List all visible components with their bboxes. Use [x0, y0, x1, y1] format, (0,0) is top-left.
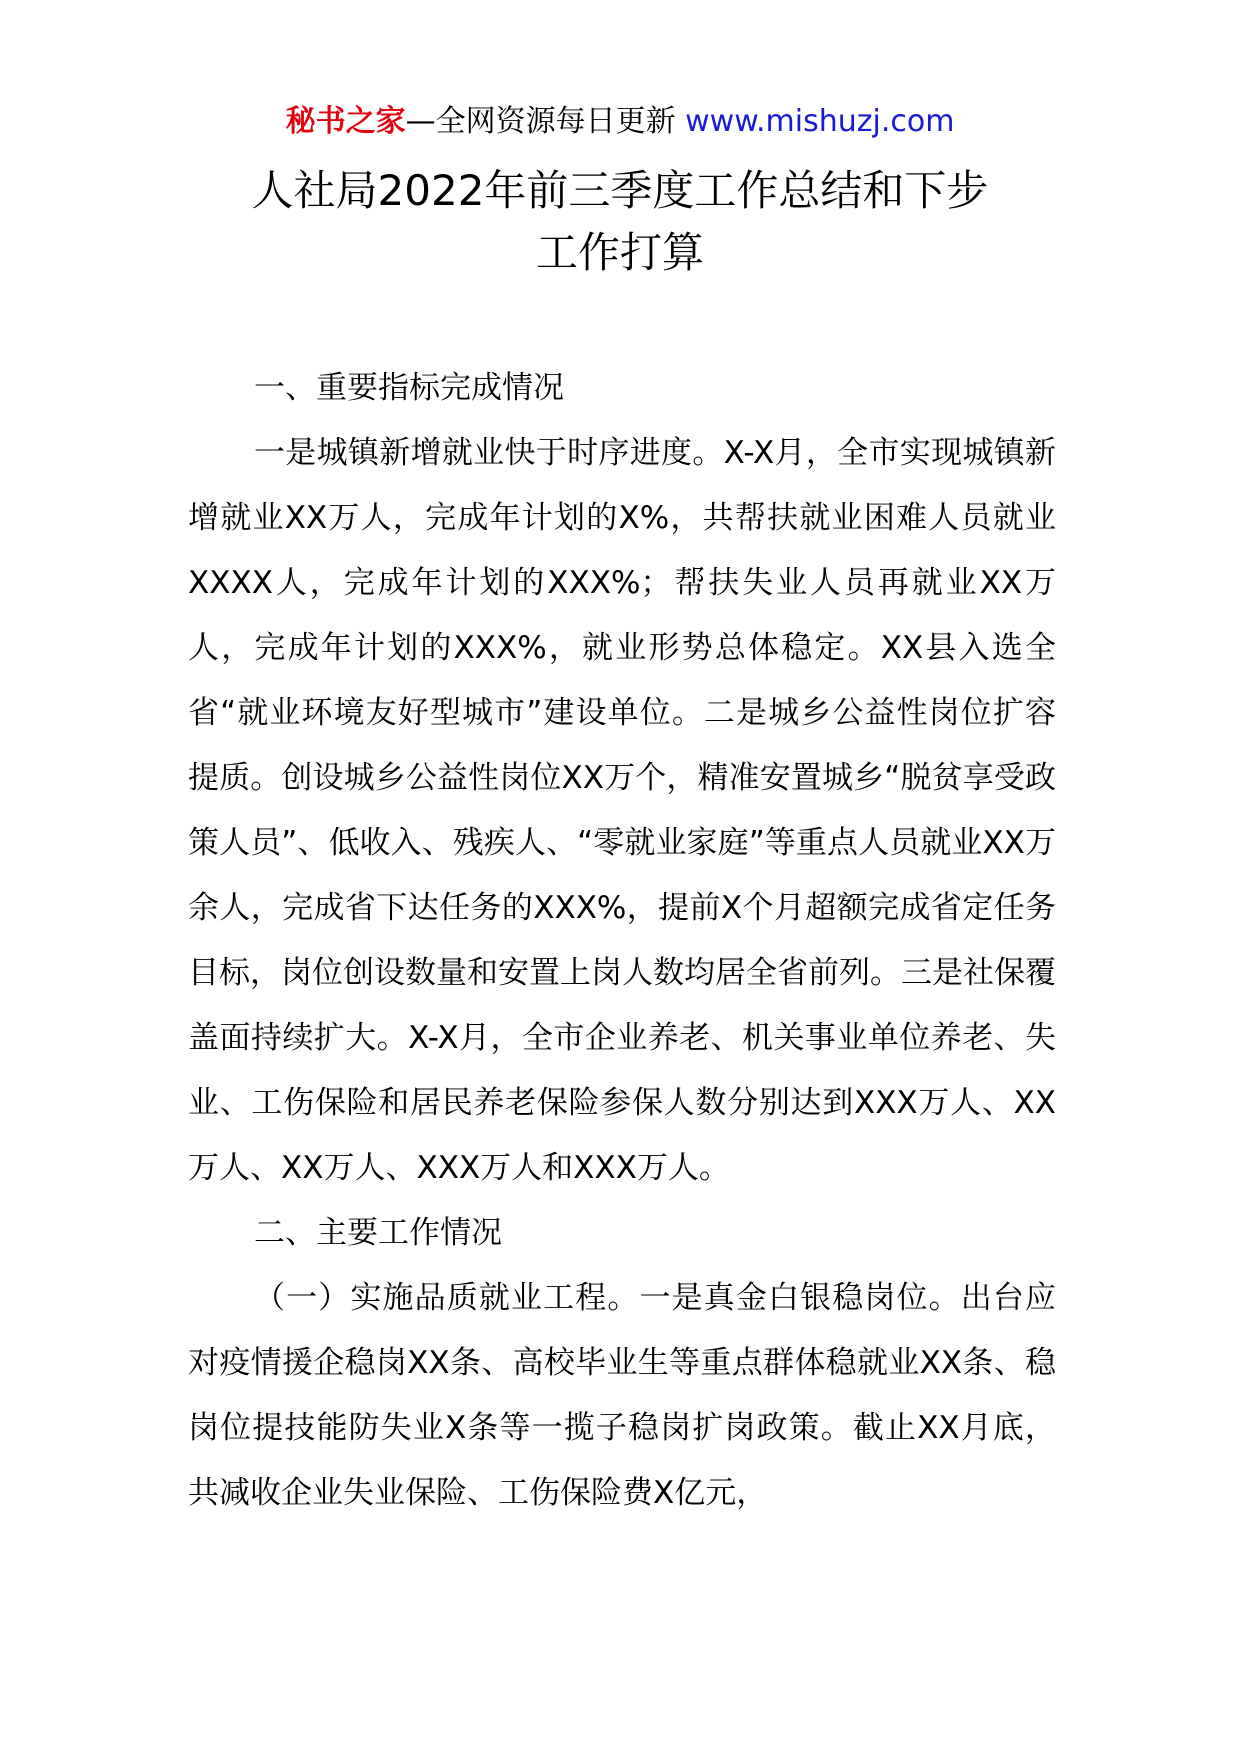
header-tagline: —全网资源每日更新: [405, 104, 676, 139]
section-1-paragraph: 一是城镇新增就业快于时序进度。X-X月，全市实现城镇新增就业XX万人，完成年计划的X%，共帮扶就业困难人员就业XXXX人，完成年计划的XXX%；帮扶失业人员再就业XX万人，完成年计划的XXX%，就业形势总体稳定。XX县入选全省“就业环境友好型城市”建设单位。二是城乡公益性岗位扩容提质。创设城乡公益性岗位XX万个，精准安置城乡“脱贫享受政策人员”、低收入、残疾人、“零就业家庭”等重点人员就业XX万余人，完成省下达任务的XXX%，提前X个月超额完成省定任务目标，岗位创设数量和安置上岗人数均居全省前列。三是社保覆盖面持续扩大。X-X月，全市企业养老、机关事业单位养老、失业、工伤保险和居民养老保险参保人数分别达到XXX万人、XX万人、XX万人、XXX万人和XXX万人。: [188, 435, 1056, 1186]
section-heading-2: 二、主要工作情况: [254, 1215, 502, 1251]
website-link[interactable]: www.mishuzj.com: [685, 104, 955, 139]
brand-name: 秘书之家: [285, 104, 406, 139]
section-2-paragraph: （一）实施品质就业工程。一是真金白银稳岗位。出台应对疫情援企稳岗XX条、高校毕业生等重点群体稳就业XX条、稳岗位提技能防失业X条等一揽子稳岗扩岗政策。截止XX月底，共减收企业失业保险、工伤保险费X亿元，: [188, 1280, 1056, 1511]
source-header: [0, 100, 1240, 144]
document-body: [188, 356, 1056, 1526]
section-heading-1: 一、重要指标完成情况: [254, 370, 564, 406]
title-line-2: 工作打算: [535, 228, 704, 277]
title-line-1: 人社局2022年前三季度工作总结和下步: [251, 166, 989, 215]
document-title: [160, 160, 1080, 284]
